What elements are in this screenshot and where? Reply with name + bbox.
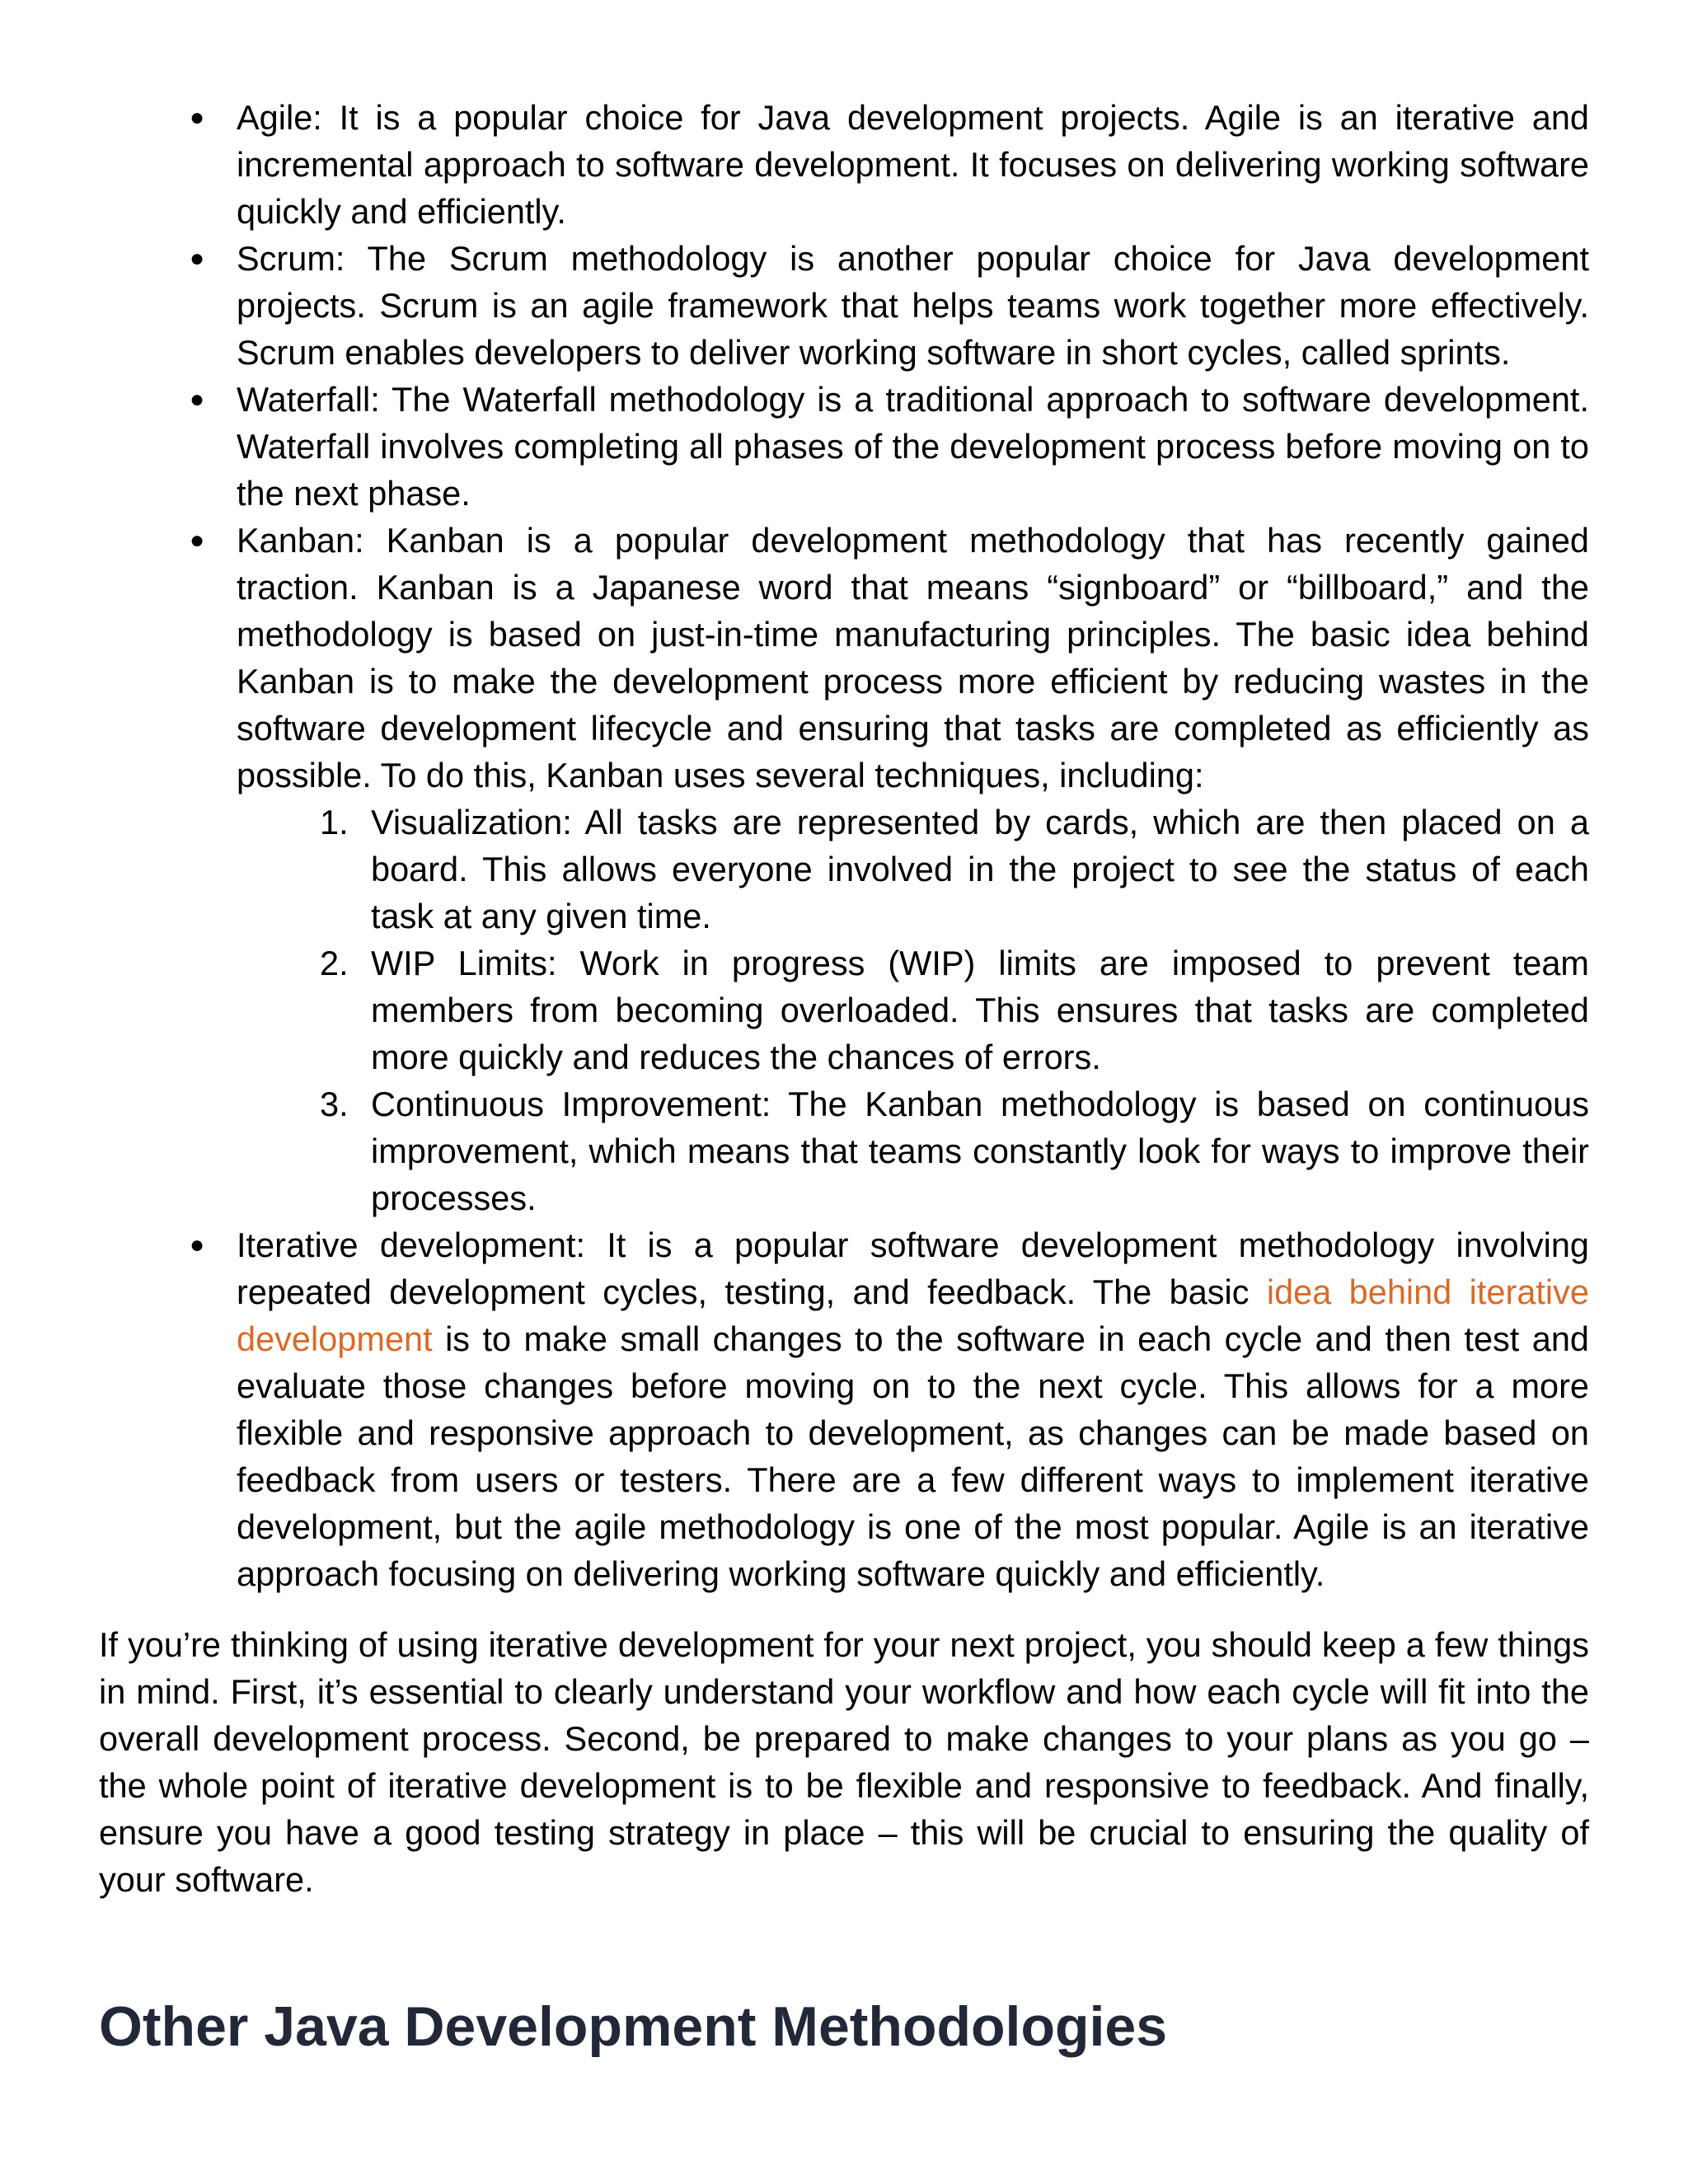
numbered-item-text: WIP Limits: Work in progress (WIP) limits are imposed to prevent team members from becoming overloaded. This ensures that tasks are completed more quickly and reduces the chances of errors.: [371, 944, 1589, 1076]
item-number: 3.: [320, 1085, 349, 1123]
body-paragraph: If you’re thinking of using iterative development for your next project, you should keep a few things in mind. First, it’s essential to clearly understand your workflow and how each cycle will fit into the overall development process. Second, be prepared to make changes to your plans as you go – the whole point of iterative development is to be flexible and responsive to feedback. And finally, ensure you have a good testing strategy in place – this will be crucial to ensuring the quality of your software.: [99, 1625, 1589, 1899]
list-item-agile: [99, 94, 1589, 235]
list-item-waterfall: [99, 376, 1589, 517]
section-heading: Other Java Development Methodologies: [99, 1995, 1168, 2058]
item-number: 2.: [320, 944, 349, 982]
numbered-item-text: Continuous Improvement: The Kanban methodology is based on continuous improvement, which means that teams constantly look for ways to improve their processes.: [371, 1085, 1589, 1217]
item-number: 1.: [320, 803, 349, 841]
methodology-list: [99, 94, 1589, 1597]
list-item-text-after-link: is to make small changes to the software in each cycle and then test and evaluate those changes before moving on to the next cycle. This allows for a more flexible and responsive approach to development, as changes can be made based on feedback from users or testers. There are a few different ways to implement iterative development, but the agile methodology is one of the most popular. Agile is an iterative approach focusing on delivering working software quickly and efficiently.: [237, 1319, 1589, 1593]
numbered-item-continuous-improvement: [320, 1080, 1589, 1221]
list-item-text: Kanban: Kanban is a popular development methodology that has recently gained traction. Kanban is a Japanese word that means “signboard” or “billboard,” and the methodology is based on just-in-time manufacturing principles. The basic idea behind Kanban is to make the development process more efficient by reducing wastes in the software development lifecycle and ensuring that tasks are completed as efficiently as possible. To do this, Kanban uses several techniques, including:: [237, 521, 1589, 794]
numbered-item-text: Visualization: All tasks are represented by cards, which are then placed on a board. This allows everyone involved in the project to see the status of each task at any given time.: [371, 803, 1589, 935]
list-item-text: Scrum: The Scrum methodology is another popular choice for Java development projects. Scrum is an agile framework that helps teams work together more effectively. Scrum enables developers to deliver working software in short cycles, called sprints.: [237, 239, 1589, 372]
kanban-techniques-list: [237, 799, 1589, 1221]
list-item-text: Agile: It is a popular choice for Java development projects. Agile is an iterative and incremental approach to software development. It focuses on delivering working software quickly and efficiently.: [237, 98, 1589, 231]
list-item-iterative-development: [99, 1221, 1589, 1597]
list-item-kanban: [99, 517, 1589, 1221]
list-item-text-before-link: Iterative development: It is a popular software development methodology involving repeated development cycles, testing, and feedback. The basic: [237, 1226, 1589, 1311]
document-content: [99, 94, 1589, 2061]
numbered-item-wip-limits: [320, 940, 1589, 1080]
list-item-scrum: [99, 235, 1589, 376]
idea-behind-iterative-development-link[interactable]: idea behind iterative development: [237, 1272, 1589, 1358]
list-item-text: Waterfall: The Waterfall methodology is a traditional approach to software development. Waterfall involves completing all phases of the development process before moving on to the next phase.: [237, 380, 1589, 513]
numbered-item-visualization: [320, 799, 1589, 940]
